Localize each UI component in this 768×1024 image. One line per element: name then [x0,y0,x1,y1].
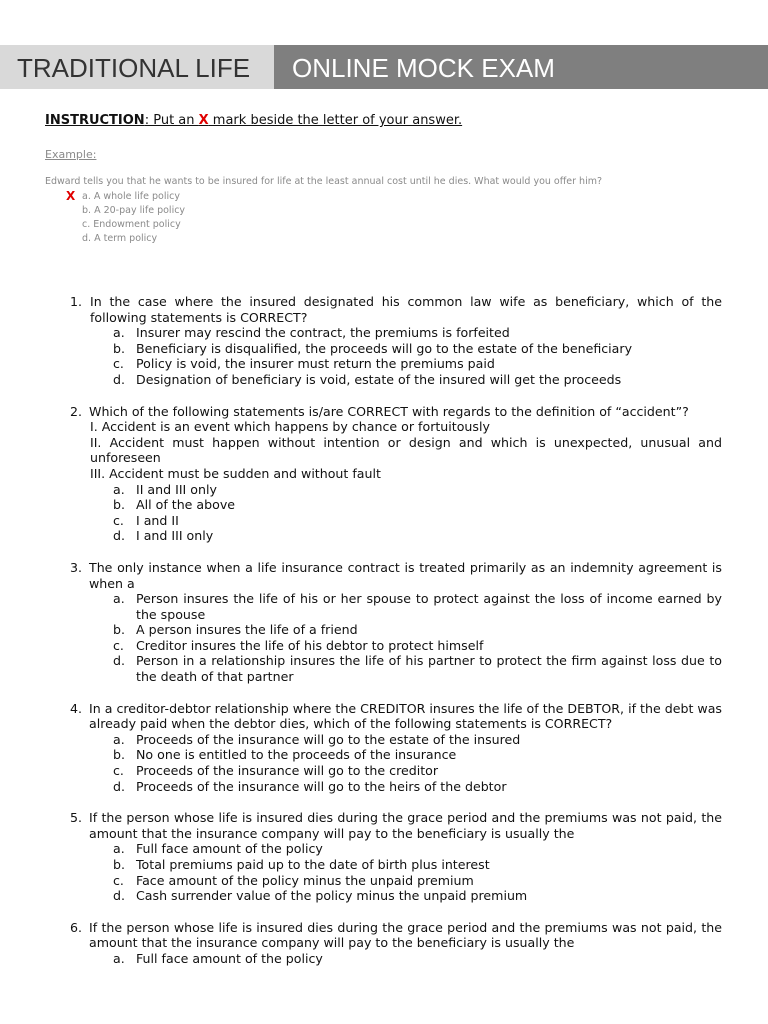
question-number: 1. [70,294,83,309]
answer-options [64,732,722,794]
option-text: Total premiums paid up to the date of birth plus interest [136,857,490,872]
example-option [82,232,185,246]
option-letter: d. [113,888,125,904]
answer-option[interactable] [64,528,722,544]
option-letter: a. [113,841,125,857]
question-stem [64,294,722,325]
option-text: Person insures the life of his or her spouse to protect against the loss of income earned by the spouse [136,591,722,622]
question-text: The only instance when a life insurance contract is treated primarily as an indemnity agreement is when a [89,559,722,591]
answer-option[interactable] [64,779,722,795]
option-letter: b. [113,497,125,513]
question-3 [64,560,722,685]
question-stem [64,920,722,951]
answer-option[interactable] [64,653,722,684]
answer-options [64,325,722,387]
question-statement: I. Accident is an event which happens by chance or fortuitously [90,419,490,435]
option-text: Proceeds of the insurance will go to the heirs of the debtor [136,778,507,794]
header-left-title: TRADITIONAL LIFE [0,45,274,89]
option-letter: d. [113,371,125,387]
answer-option[interactable] [64,732,722,748]
example-options [66,189,186,246]
instruction-text-after: mark beside the letter of your answer. [208,113,463,128]
option-text: Face amount of the policy minus the unpaid premium [136,872,474,888]
answer-option[interactable] [64,372,722,388]
option-text: Full face amount of the policy [136,950,323,966]
example-option-text: c. Endowment policy [82,219,181,230]
question-text: If the person whose life is insured dies during the grace period and the premiums was not paid, the amount that the insurance company will pay to the beneficiary is usually the [89,810,722,841]
answer-option[interactable] [64,482,722,498]
instruction-label: INSTRUCTION [45,113,145,128]
option-text: Designation of beneficiary is void, estate of the insured will get the proceeds [136,371,622,387]
answer-option[interactable] [64,638,722,654]
question-number: 5. [70,810,83,826]
option-letter: c. [113,512,124,528]
option-text: Full face amount of the policy [136,841,323,857]
header-bar [0,45,768,89]
question-6 [64,920,722,967]
answer-option[interactable] [64,747,722,763]
option-text: Insurer may rescind the contract, the premiums is forfeited [136,325,510,341]
instruction-line [45,113,462,128]
question-text: Which of the following statements is/are CORRECT with regards to the definition of “accident”? [89,403,689,419]
example-label: Example: [45,148,97,161]
option-letter: a. [113,591,125,607]
header-right-title: ONLINE MOCK EXAM [274,45,768,89]
question-1 [64,294,722,388]
example-option-text: b. A 20-pay life policy [82,205,186,216]
option-text: Cash surrender value of the policy minus the unpaid premium [136,888,528,904]
option-letter: b. [113,857,125,872]
answer-option[interactable] [64,763,722,779]
question-number: 2. [70,403,83,419]
example-option [66,189,185,204]
question-stem [64,810,722,841]
instruction-text-before: : Put an [144,113,199,128]
option-letter: b. [113,340,125,356]
question-number: 6. [70,919,83,935]
answer-option[interactable] [64,622,722,638]
answer-options [64,841,722,903]
option-text: A person insures the life of a friend [136,622,358,638]
option-letter: a. [113,325,125,341]
question-statement: III. Accident must be sudden and without fault [90,465,381,481]
question-statement: II. Accident must happen without intention or design and which is unexpected, unusual and unforeseen [90,434,722,466]
option-letter: a. [113,731,125,747]
question-number: 4. [70,700,83,716]
question-stem [64,701,722,732]
answer-option[interactable] [64,513,722,529]
option-letter: b. [113,622,125,638]
option-text: No one is entitled to the proceeds of the insurance [136,747,457,763]
answer-options [64,482,722,544]
example-x-mark: X [66,189,76,203]
question-5 [64,810,722,904]
answer-option[interactable] [64,341,722,357]
instruction-x-mark: X [198,113,209,128]
answer-option[interactable] [64,873,722,889]
question-number: 3. [70,559,83,575]
question-text: If the person whose life is insured dies during the grace period and the premiums was not paid, the amount that the insurance company will pay to the beneficiary is usually the [89,919,722,951]
option-letter: c. [113,356,124,372]
option-text: Proceeds of the insurance will go to the creditor [136,763,439,779]
answer-option[interactable] [64,888,722,904]
answer-option[interactable] [64,591,722,622]
option-letter: c. [113,637,124,653]
questions-list [64,294,722,983]
answer-option[interactable] [64,857,722,873]
answer-option[interactable] [64,951,722,967]
option-text: Beneficiary is disqualified, the proceeds will go to the estate of the beneficiary [136,340,633,356]
option-text: Proceeds of the insurance will go to the estate of the insured [136,731,521,747]
question-stem [64,560,722,591]
answer-options [64,591,722,685]
option-letter: d. [113,653,125,669]
option-text: All of the above [136,497,236,513]
option-letter: c. [113,872,124,888]
example-option [82,204,185,218]
option-letter: b. [113,747,125,763]
option-letter: a. [113,481,125,497]
option-text: Person in a relationship insures the life of his partner to protect the firm against loss due to the death of that partner [136,653,722,685]
answer-option[interactable] [64,841,722,857]
question-text: In a creditor-debtor relationship where the CREDITOR insures the life of the DEBTOR, if the debt was already paid when the debtor dies, which of the following statements is CORRECT? [89,700,722,732]
example-question: Edward tells you that he wants to be insured for life at the least annual cost until he dies. What would you offer him? [45,176,603,187]
option-letter: d. [113,778,125,794]
answer-options [64,951,722,967]
option-text: Creditor insures the life of his debtor to protect himself [136,637,484,653]
answer-option[interactable] [64,356,722,372]
question-4 [64,701,722,795]
example-option-text: a. A whole life policy [82,191,180,202]
answer-option[interactable] [64,497,722,513]
option-letter: c. [113,763,124,779]
example-option [82,218,185,232]
question-text: In the case where the insured designated his common law wife as beneficiary, which of the following statements is CORRECT? [90,294,722,325]
option-text: II and III only [136,481,217,497]
option-text: I and III only [136,528,214,544]
option-letter: a. [113,950,125,966]
option-text: Policy is void, the insurer must return the premiums paid [136,356,495,372]
option-text: I and II [136,512,179,528]
example-option-text: d. A term policy [82,233,158,244]
question-2 [64,404,722,544]
question-stem [64,404,722,420]
answer-option[interactable] [64,325,722,341]
option-letter: d. [113,528,125,544]
example-block [45,148,735,244]
